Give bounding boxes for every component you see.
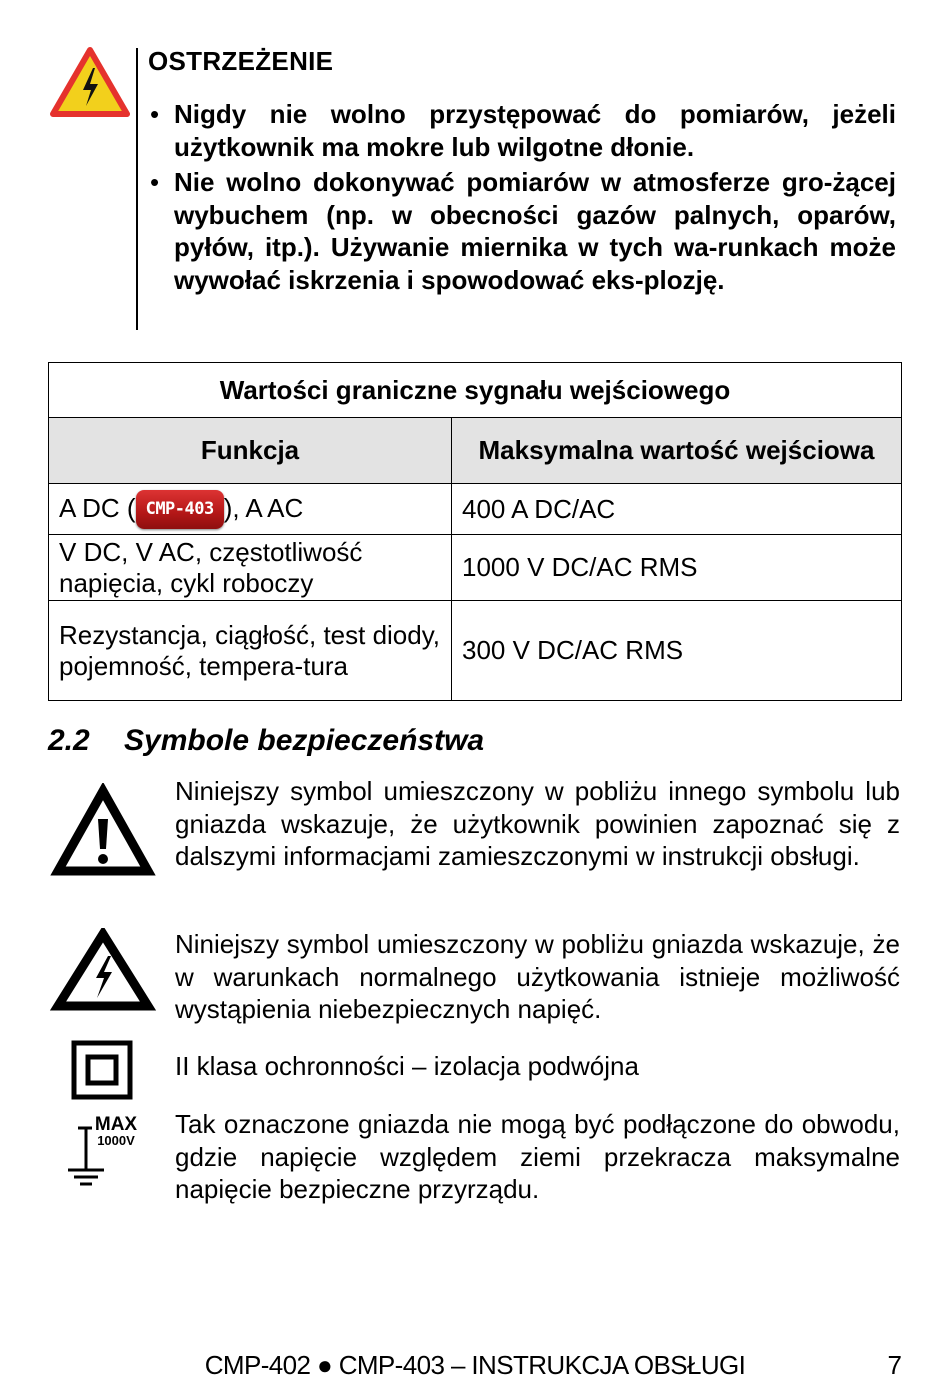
page-number: 7	[887, 1350, 902, 1380]
section-heading	[48, 724, 484, 758]
page-footer: CMP-402 ● CMP-403 – INSTRUKCJA OBSŁUGI	[204, 1350, 746, 1380]
section-title: Symbole bezpieczeństwa	[124, 724, 485, 757]
lightning-triangle-icon	[48, 928, 158, 1012]
double-insulation-icon	[48, 1040, 158, 1100]
icon-label-voltage: 1000V	[97, 1133, 135, 1148]
max-voltage-ground-icon	[48, 1112, 158, 1188]
table-header-max-value: Maksymalna wartość wejściowa	[452, 418, 902, 484]
table-header-function: Funkcja	[49, 418, 452, 484]
model-badge: CMP-403	[136, 490, 224, 529]
symbol-row	[48, 773, 902, 903]
symbol-row	[48, 1109, 902, 1204]
table-cell-value: 1000 V DC/AC RMS	[452, 535, 902, 601]
symbol-description: II klasa ochronności – izolacja podwójna	[175, 1051, 639, 1081]
warning-bullet: • Nigdy nie wolno przystępować do pomiarów, jeżeli użytkownik ma mokre lub wilgotne dłonie.	[148, 98, 896, 163]
icon-label-max: MAX	[94, 1114, 138, 1135]
symbol-row	[48, 928, 902, 1028]
table-cell-function: Rezystancja, ciągłość, test diody, pojemność, tempera-tura	[49, 601, 452, 701]
table-cell-value: 400 A DC/AC	[452, 484, 902, 535]
table-title: Wartości graniczne sygnału wejściowego	[49, 363, 902, 418]
warning-list	[148, 98, 896, 299]
warning-title: OSTRZEŻENIE	[148, 46, 334, 76]
symbol-description: Niniejszy symbol umieszczony w pobliżu gniazda wskazuje, że w warunkach normalnego użytkowania istnieje możliwość wystąpienia niebezpiecznych napięć.	[175, 929, 900, 1024]
exclamation-triangle-icon	[48, 783, 158, 879]
table-cell-function	[49, 484, 452, 535]
table-cell-function: V DC, V AC, częstotliwość napięcia, cykl roboczy	[49, 535, 452, 601]
high-voltage-warning-icon	[50, 46, 130, 118]
function-suffix: ), A AC	[223, 492, 304, 523]
symbol-row	[48, 1040, 902, 1100]
symbol-description: Niniejszy symbol umieszczony w pobliżu innego symbolu lub gniazda wskazuje, że użytkownik powinien zapoznać się z dalszymi informacjami zamieszczonymi w instrukcji obsługi.	[175, 776, 900, 871]
warning-divider	[136, 48, 138, 330]
function-prefix: A DC (	[59, 492, 136, 523]
input-limits-table	[48, 362, 902, 701]
warning-bullet: • Nie wolno dokonywać pomiarów w atmosferze gro-żącej wybuchem (np. w obecności gazów palnych, oparów, pyłów, itp.). Używanie miernika w tych wa-runkach może wywołać iskrzenia i spowodować eks-plozję.	[148, 166, 896, 296]
warning-box	[50, 44, 900, 334]
symbol-description: Tak oznaczone gniazda nie mogą być podłączone do obwodu, gdzie napięcie względem ziemi przekracza maksymalne napięcie bezpieczne przyrządu.	[175, 1109, 900, 1204]
section-number: 2.2	[48, 724, 90, 757]
table-cell-value: 300 V DC/AC RMS	[452, 601, 902, 701]
